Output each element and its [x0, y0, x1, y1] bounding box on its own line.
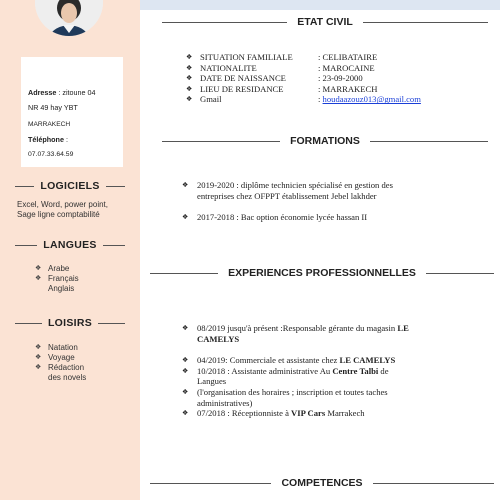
heading-rule — [150, 273, 218, 274]
etat-civil-heading — [162, 15, 488, 29]
exp-company: LE CAMELYS — [339, 355, 396, 366]
etat-civil-title: ETAT CIVIL — [297, 16, 353, 28]
exp-company: Centre Talbi — [332, 365, 379, 376]
address-line — [28, 88, 96, 97]
exp-company: LE — [397, 323, 409, 333]
loisirs-heading — [15, 316, 125, 330]
loisirs-list — [35, 343, 86, 383]
exp-text: administratives) — [197, 397, 253, 408]
experiences-title: EXPERIENCES PROFESSIONNELLES — [228, 267, 416, 279]
list-item — [182, 387, 409, 408]
contact-card — [21, 57, 123, 167]
phone-label: Téléphone — [28, 135, 64, 144]
address-value: : zitoune 04 — [56, 88, 96, 97]
address-line2: NR 49 hay YBT — [28, 103, 78, 112]
langues-list — [35, 264, 79, 294]
exp-text: 10/2018 : Assistante administrative Au — [197, 365, 333, 376]
heading-rule — [426, 273, 494, 274]
etat-value: : 23-09-2000 — [318, 73, 363, 84]
loisirs-title: LOISIRS — [47, 317, 93, 329]
exp-text: 04/2019: Commerciale et assistante chez — [197, 355, 340, 366]
exp-company: VIP Cars — [291, 408, 326, 419]
etat-key: ❖ SITUATION FAMILIALE — [186, 52, 293, 63]
logiciels-heading — [15, 179, 125, 193]
list-item: Anglais — [48, 284, 75, 293]
phone-colon: : — [63, 135, 68, 144]
formations-title: FORMATIONS — [290, 135, 360, 147]
list-item — [182, 366, 409, 387]
email-colon: : — [318, 94, 321, 105]
sidebar — [0, 0, 140, 500]
heading-rule — [370, 141, 488, 142]
exp-text: de — [378, 365, 389, 376]
email-link[interactable]: houdaazouz013@gmail.com — [322, 94, 421, 105]
etat-key: ❖ Gmail — [186, 94, 221, 105]
competences-heading — [150, 476, 494, 490]
list-item: ❖ Voyage — [35, 353, 86, 363]
exp-text: 07/2018 : Réceptionniste à — [197, 408, 292, 419]
langues-heading — [15, 238, 125, 252]
list-item: ❖ Natation — [35, 343, 86, 353]
etat-value — [318, 94, 421, 105]
formations-list — [182, 180, 393, 223]
experiences-heading — [150, 266, 494, 280]
etat-key: ❖ DATE DE NAISSANCE — [186, 73, 286, 84]
logiciels-text-2: Sage ligne comptabilité — [17, 210, 100, 219]
heading-rule — [15, 323, 42, 324]
etat-key: ❖ NATIONALITE — [186, 63, 257, 74]
etat-value: : MAROCAINE — [318, 62, 375, 73]
phone-line — [28, 135, 68, 144]
competences-title: COMPETENCES — [281, 477, 363, 489]
list-item — [182, 355, 409, 366]
exp-text: Langues — [197, 376, 227, 387]
heading-rule — [15, 245, 37, 246]
phone-number: 07.07.33.64.59 — [28, 151, 74, 158]
heading-rule — [162, 22, 287, 23]
formation-line: 2019-2020 : diplôme technicien spécialisé en gestion des — [197, 180, 393, 190]
exp-company: CAMELYS — [197, 333, 240, 344]
address-label: Adresse — [28, 88, 57, 97]
heading-rule — [98, 323, 125, 324]
heading-rule — [15, 186, 34, 187]
exp-text: Marrakech — [325, 408, 365, 419]
list-item: ❖ Français — [35, 274, 79, 284]
list-item: ❖ Rédaction — [35, 363, 86, 373]
list-item-continuation: des novels — [48, 373, 87, 382]
list-item — [182, 408, 409, 419]
heading-rule — [363, 22, 488, 23]
heading-rule — [103, 245, 125, 246]
experiences-list — [182, 323, 409, 419]
heading-rule — [106, 186, 125, 187]
formations-heading — [162, 134, 488, 148]
heading-rule — [373, 483, 494, 484]
etat-key: ❖ LIEU DE RESIDANCE — [186, 84, 284, 95]
list-item — [35, 373, 86, 383]
formation-line: entreprises chez OFPPT établissement Jebel lakhder — [197, 190, 377, 201]
etat-value: : CELIBATAIRE — [318, 52, 378, 62]
heading-rule — [162, 141, 280, 142]
profile-photo — [35, 0, 103, 36]
city: MARRAKECH — [28, 121, 71, 128]
logiciels-title: LOGICIELS — [40, 180, 100, 192]
portrait-image — [35, 0, 103, 36]
list-item: ❖ 2017-2018 : Bac option économie lycée hassan II — [182, 212, 393, 223]
list-item: ❖ Arabe — [35, 264, 79, 274]
heading-rule — [150, 483, 271, 484]
exp-text: (l'organisation des horaires ; inscription et toutes taches — [197, 386, 388, 397]
etat-value: : MARRAKECH — [318, 83, 378, 94]
exp-text: 08/2019 jusqu'à présent :Responsable gérante du magasin — [197, 323, 398, 333]
logiciels-text-1: Excel, Word, power point, — [17, 200, 109, 209]
langues-title: LANGUES — [43, 239, 97, 251]
list-item — [182, 180, 393, 201]
list-item — [182, 323, 409, 344]
